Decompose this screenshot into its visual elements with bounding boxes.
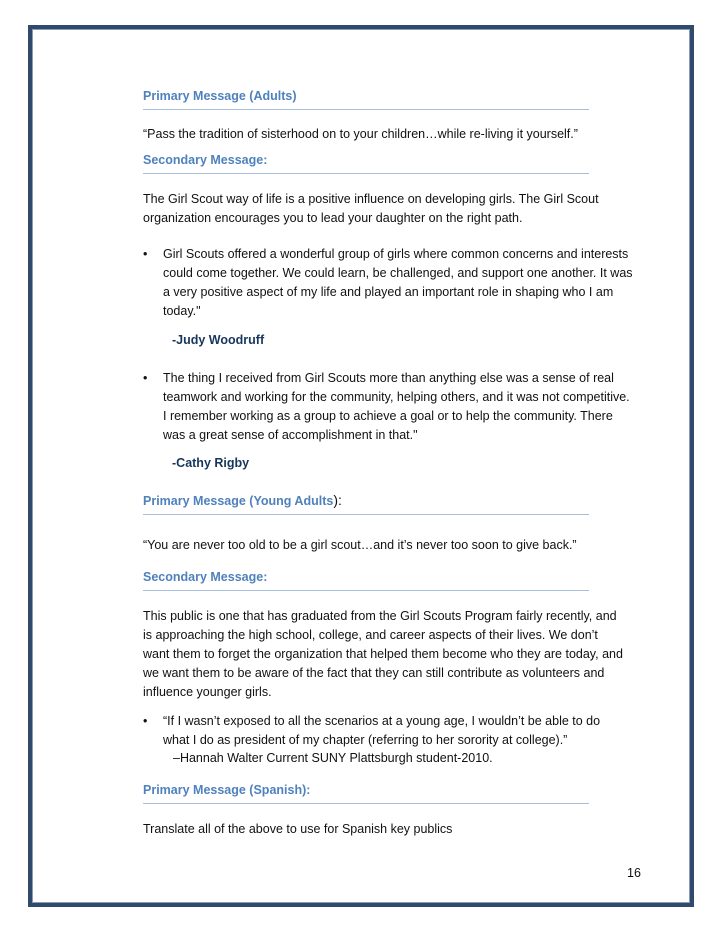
secondary-text-young-adults: This public is one that has graduated from the Girl Scouts Program fairly recently, and is approaching the high school, college, and career aspects of their lives. We don’t want them to forget the organization that helped them become who they are today, and we want them to be aware of the fact that they can still contribute as volunteers and influence younger girls.	[143, 609, 623, 699]
quote-author-1: -Judy Woodruff	[172, 333, 265, 347]
heading-primary-adults	[143, 89, 589, 110]
heading-secondary-adults-text: Secondary Message:	[143, 153, 268, 167]
message-young-adults: “You are never too old to be a girl scout…and it’s never too soon to give back.”	[143, 538, 577, 552]
quote-bullet-1	[143, 245, 633, 321]
secondary-text-adults: The Girl Scout way of life is a positive influence on developing girls. The Girl Scout organization encourages you to lead your daughter on the right path.	[143, 192, 599, 225]
quote-author-3: –Hannah Walter Current SUNY Plattsburgh student-2010.	[173, 751, 493, 765]
quote-bullet-3	[143, 712, 623, 750]
heading-primary-spanish-text: Primary Message (Spanish):	[143, 783, 311, 797]
message-adults: “Pass the tradition of sisterhood on to your children…while re-living it yourself.”	[143, 127, 578, 141]
heading-secondary-young-adults-text: Secondary Message:	[143, 570, 268, 584]
heading-secondary-young-adults	[143, 570, 589, 591]
heading-primary-adults-text: Primary Message (Adults)	[143, 89, 297, 103]
quote-text-2: The thing I received from Girl Scouts more than anything else was a sense of real teamwork and working for the community, helping others, and it was not competitive. I remember working as a group to achieve a goal or to help the community. There was a great sense of accomplishment in that."	[163, 371, 630, 442]
heading-primary-young-adults-text: Primary Message (Young Adults	[143, 494, 334, 508]
bullet-dot-icon: •	[143, 247, 148, 261]
heading-primary-young-adults	[143, 492, 589, 515]
message-spanish: Translate all of the above to use for Spanish key publics	[143, 822, 453, 836]
quote-text-3: “If I wasn’t exposed to all the scenarios at a young age, I wouldn’t be able to do what I do as president of my chapter (referring to her sorority at college).”	[163, 714, 601, 747]
heading-primary-spanish	[143, 783, 589, 804]
bullet-dot-icon: •	[143, 371, 148, 385]
heading-tail: ):	[333, 492, 342, 508]
quote-author-2: -Cathy Rigby	[172, 456, 250, 470]
bullet-dot-icon: •	[143, 714, 148, 728]
page-number: 16	[627, 866, 641, 880]
quote-bullet-2	[143, 369, 633, 445]
heading-secondary-adults	[143, 153, 589, 174]
quote-text-1: Girl Scouts offered a wonderful group of girls where common concerns and interests could come together. We could learn, be challenged, and support one another. It was a very positive aspect of my life and played an important role in shaping who I am today."	[163, 247, 633, 318]
